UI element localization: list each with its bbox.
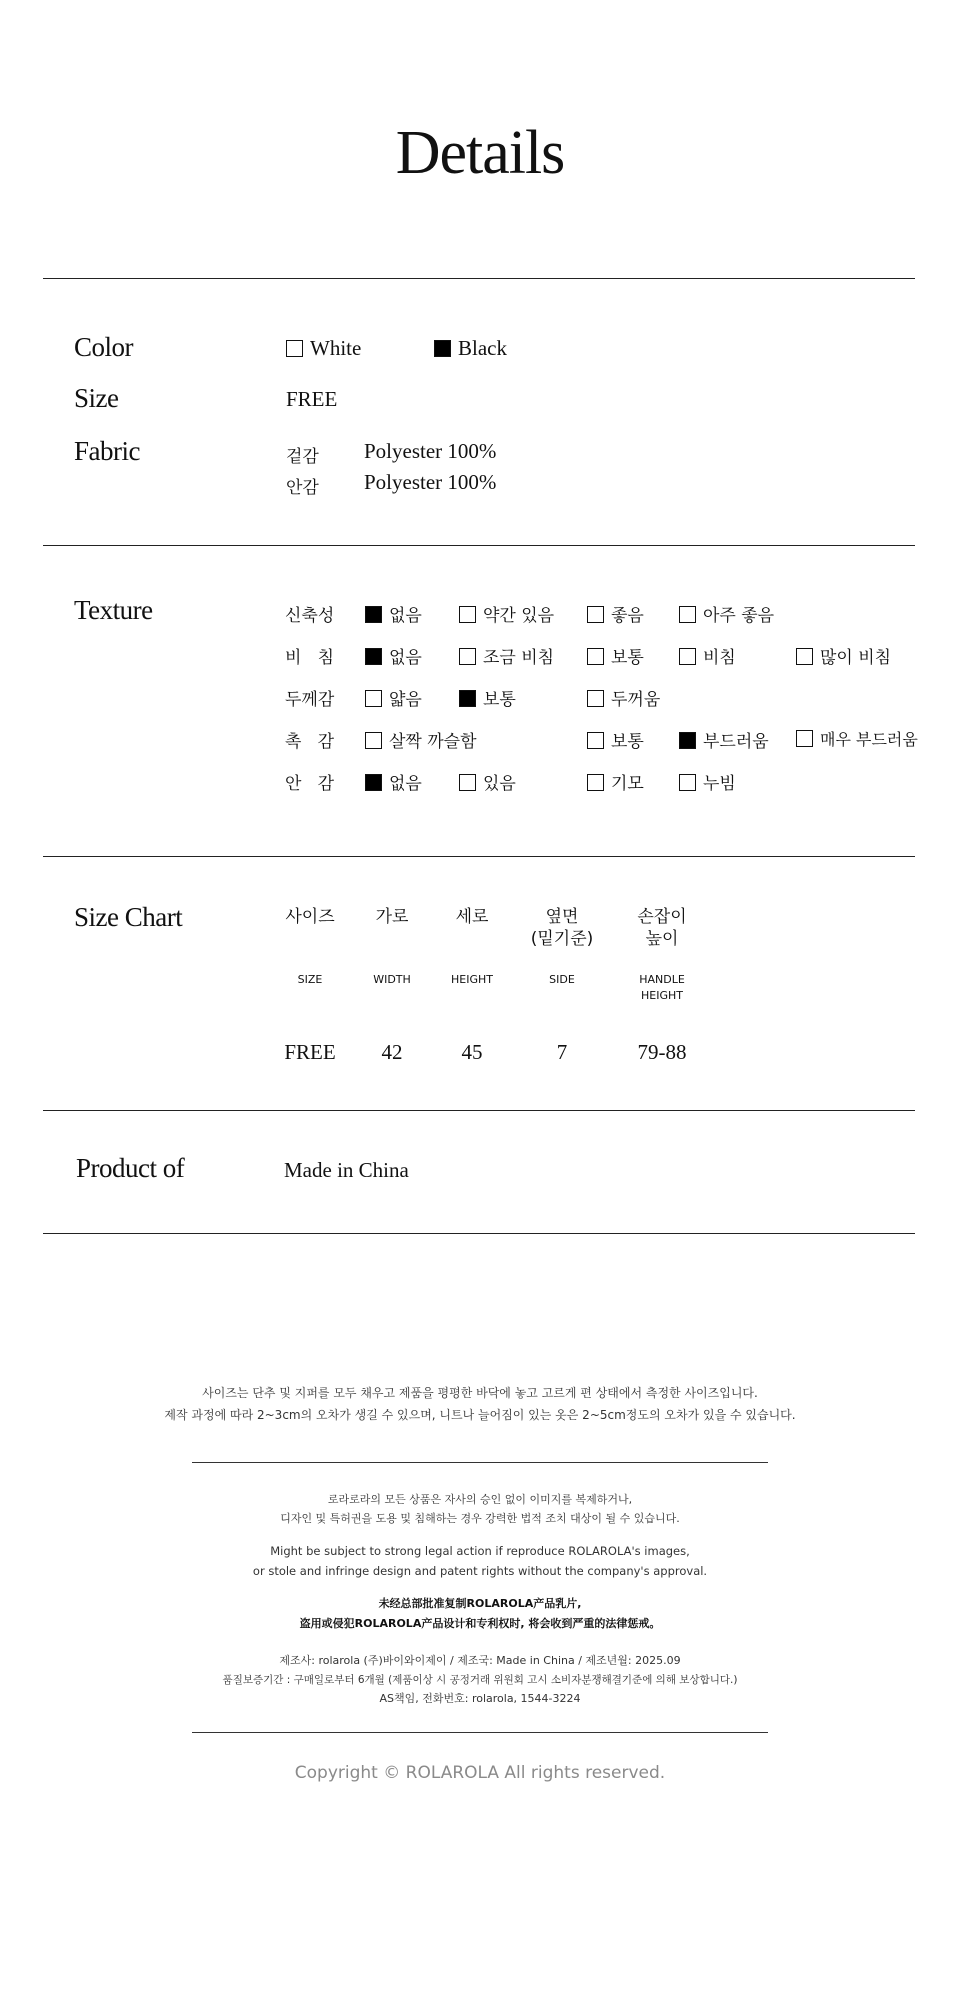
size-chart-header: 세로 [455, 907, 489, 927]
product-of-value: Made in China [284, 1158, 409, 1182]
texture-option: 매우 부드러움 [796, 727, 918, 750]
checkbox-checked-icon [365, 648, 382, 665]
texture-option: 얇음 [365, 685, 422, 710]
texture-option: 누빔 [679, 769, 736, 794]
checkbox-icon [679, 606, 696, 623]
texture-option: 있음 [459, 769, 516, 794]
product-of-label: Product of [76, 1153, 185, 1183]
size-chart-value: 7 [556, 1040, 568, 1064]
checkbox-icon [459, 606, 476, 623]
as-contact-info: AS책임, 전화번호: rolarola, 1544-3224 [379, 1692, 581, 1705]
texture-option: 비침 [679, 643, 736, 668]
size-chart-header: 사이즈 [285, 907, 335, 927]
texture-label: Texture [74, 595, 153, 625]
texture-option: 보통 [587, 643, 644, 668]
copyright-notice-ko: 디자인 및 특허권을 도용 및 침해하는 경우 강력한 법적 조치 대상이 될 수 있습니다. [280, 1512, 680, 1525]
checkbox-icon [587, 648, 604, 665]
measure-note: 사이즈는 단추 및 지퍼를 모두 채우고 제품을 평평한 바닥에 놓고 고르게 편 상태에서 측정한 사이즈입니다. [202, 1386, 758, 1400]
size-chart-label: Size Chart [74, 902, 183, 932]
size-chart-value: 45 [461, 1040, 483, 1064]
fabric-value: Polyester 100% [364, 439, 497, 463]
checkbox-icon [459, 648, 476, 665]
size-label: Size [74, 383, 119, 413]
color-option-white [286, 336, 361, 361]
texture-option: 두꺼움 [587, 685, 660, 710]
copyright-footer: Copyright © ROLAROLA All rights reserved. [294, 1763, 666, 1783]
texture-option: 조금 비침 [459, 643, 554, 668]
size-chart-value: 42 [381, 1040, 403, 1064]
color-option-black [434, 336, 507, 361]
color-option-label: White [310, 336, 362, 360]
texture-option: 없음 [365, 769, 422, 794]
texture-option: 보통 [459, 685, 516, 710]
warranty-info: 품질보증기간 : 구매일로부터 6개월 (제품이상 시 공정거래 위원회 고시 소비자분쟁해결기준에 의해 보상합니다.) [222, 1674, 738, 1686]
divider [43, 278, 915, 279]
texture-row-name: 두께감 [285, 690, 335, 710]
checkbox-checked-icon [434, 340, 451, 357]
texture-option: 약간 있음 [459, 601, 554, 626]
texture-row-name: 촉 감 [285, 732, 335, 752]
size-value: FREE [286, 387, 338, 411]
texture-row-name: 안 감 [285, 774, 335, 794]
checkbox-icon [459, 774, 476, 791]
color-option-label: Black [458, 336, 507, 360]
size-chart-subheader: HEIGHT [451, 973, 493, 986]
fabric-label: Fabric [74, 436, 140, 466]
manufacturer-info: 제조사: rolarola (주)바이와이제이 / 제조국: Made in China / 제조년월: 2025.09 [279, 1654, 681, 1667]
fabric-value: Polyester 100% [364, 470, 497, 494]
texture-option: 기모 [587, 769, 644, 794]
copyright-notice-ko: 로라로라의 모든 상품은 자사의 승인 없이 이미지를 복제하거나, [327, 1493, 633, 1506]
checkbox-icon [587, 690, 604, 707]
size-chart-header: 옆면 (밑기준) [530, 907, 594, 949]
texture-option: 없음 [365, 643, 422, 668]
divider [192, 1462, 768, 1463]
checkbox-icon [587, 774, 604, 791]
checkbox-icon [796, 730, 813, 747]
fabric-part: 겉감 [286, 447, 319, 467]
size-chart-value: FREE [284, 1040, 336, 1064]
texture-option: 좋음 [587, 601, 644, 626]
size-chart-header: 가로 [375, 907, 409, 927]
texture-row-name: 비 침 [285, 648, 335, 668]
copyright-notice-en: or stole and infringe design and patent rights without the company's approval. [252, 1564, 708, 1578]
divider [43, 545, 915, 546]
size-chart-header: 손잡이 높이 [637, 907, 687, 949]
checkbox-icon [587, 606, 604, 623]
checkbox-icon [286, 340, 303, 357]
checkbox-checked-icon [365, 774, 382, 791]
texture-option: 부드러움 [679, 727, 769, 752]
checkbox-icon [796, 648, 813, 665]
page-title: Details [395, 119, 565, 187]
divider [43, 1233, 915, 1234]
size-chart-subheader: HANDLE HEIGHT [639, 973, 685, 1002]
size-chart-subheader: SIZE [297, 973, 323, 986]
texture-option: 없음 [365, 601, 422, 626]
texture-option: 살짝 까슬함 [365, 727, 477, 752]
divider [43, 856, 915, 857]
checkbox-icon [679, 774, 696, 791]
checkbox-checked-icon [679, 732, 696, 749]
divider [43, 1110, 915, 1111]
checkbox-checked-icon [365, 606, 382, 623]
copyright-notice-en: Might be subject to strong legal action if reproduce ROLAROLA's images, [270, 1544, 690, 1558]
measure-note: 제작 과정에 따라 2~3cm의 오차가 생길 수 있으며, 니트나 늘어짐이 있는 옷은 2~5cm정도의 오차가 있을 수 있습니다. [164, 1408, 796, 1422]
copyright-notice-zh: 未经总部批准复制ROLAROLA产品乳片, [378, 1597, 582, 1610]
checkbox-icon [365, 690, 382, 707]
size-chart-subheader: WIDTH [373, 973, 411, 986]
texture-option: 아주 좋음 [679, 601, 774, 626]
checkbox-icon [679, 648, 696, 665]
size-chart-value: 79-88 [637, 1040, 687, 1064]
texture-row-name: 신축성 [285, 606, 335, 626]
copyright-notice-zh: 盗用或侵犯ROLAROLA产品设计和专利权时, 将会收到严重的法律惩戒。 [299, 1617, 661, 1630]
checkbox-icon [587, 732, 604, 749]
checkbox-icon [365, 732, 382, 749]
color-label: Color [74, 332, 134, 362]
divider [192, 1732, 768, 1733]
texture-option: 많이 비침 [796, 643, 891, 668]
checkbox-checked-icon [459, 690, 476, 707]
fabric-part: 안감 [286, 478, 319, 498]
texture-option: 보통 [587, 727, 644, 752]
size-chart-subheader: SIDE [549, 973, 575, 986]
